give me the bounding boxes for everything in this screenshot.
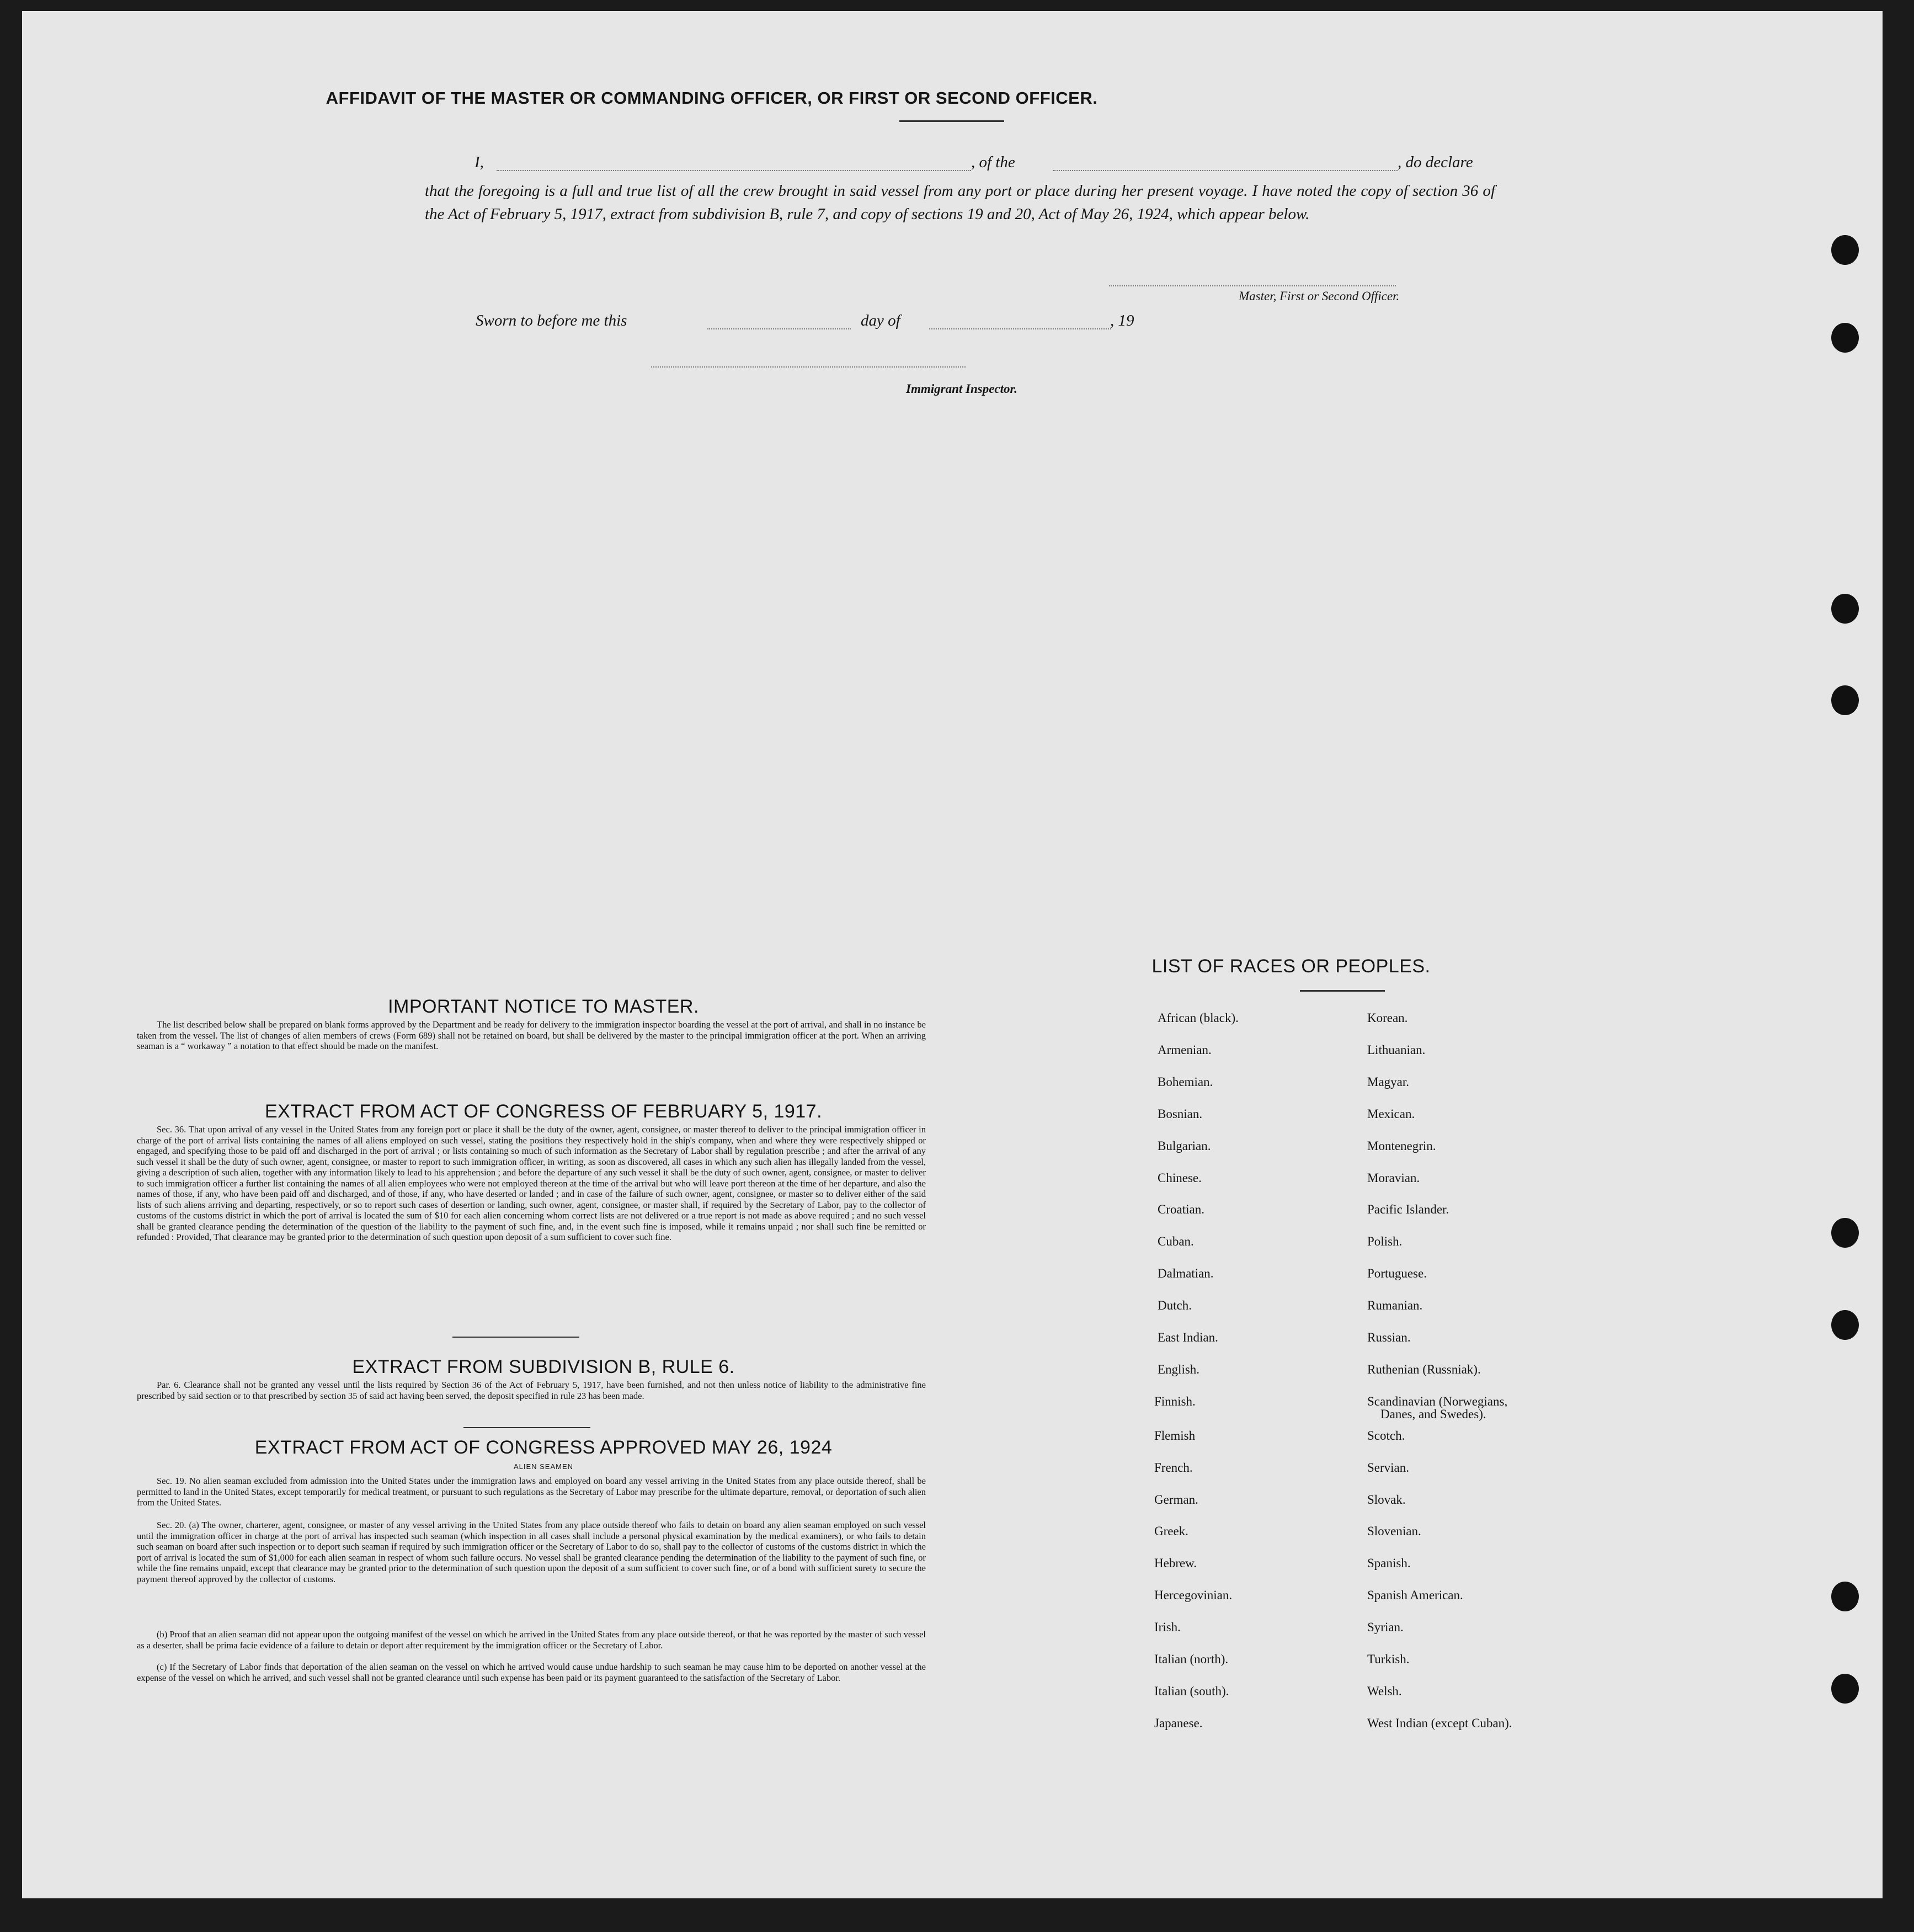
binder-hole <box>1831 235 1859 265</box>
master-signature-line[interactable] <box>1109 285 1396 286</box>
notice-body: The list described below shall be prepared on blank forms approved by the Department and be ready for delivery to the immigration inspector boarding the vessel at the port of arrival, and shall in no instance be taken from the vessel. The list of changes of alien members of crews (Form 689) shall not be retained on board, but shall be delivered by the master to the principal immigration officer at the port. When an arriving seaman is a “ workaway ” a notation to that effect should be made on the manifest. <box>137 1019 926 1051</box>
race-item: Korean. <box>1367 1011 1408 1025</box>
race-item: German. <box>1154 1492 1198 1507</box>
sworn-line <box>476 312 1138 334</box>
extract-rule6-end-rule <box>463 1427 590 1428</box>
race-item: English. <box>1158 1362 1200 1376</box>
extract-1924-sec20a: Sec. 20. (a) The owner, charterer, agent, consignee, or master of any vessel arriving in the United States from any place outside thereof who fails to detain on board any alien seaman employed on such vessel until the immigration officer in charge at the port of arrival has inspected such seaman (which inspection in all cases shall include a personal physical examination by the medical examiners), or who fails to detain such seaman on board after such inspection or to deport such seaman if required by such immigration officer or the Secretary of Labor to do so, shall pay to the collector of customs of the customs district in which the port of arrival is located the sum of $1,000 for each alien seaman in respect of whom such failure occurs. No vessel shall be granted clearance pending the determination of the liability to the payment of such fine, or while the fine remains unpaid, except that clearance may be granted prior to the determination of such question upon the deposit of a sum sufficient to cover such fine, or of a bond with sufficient surety to secure the payment thereof approved by the collector of customs. <box>137 1520 926 1584</box>
race-item: Russian. <box>1367 1330 1411 1344</box>
notice-title: IMPORTANT NOTICE TO MASTER. <box>388 996 699 1017</box>
master-signature-label: Master, First or Second Officer. <box>1239 289 1400 303</box>
race-item: Chinese. <box>1158 1170 1202 1185</box>
race-item: African (black). <box>1158 1011 1239 1025</box>
do-declare-label: , do declare <box>1398 153 1473 171</box>
race-item: French. <box>1154 1460 1193 1475</box>
race-item: Welsh. <box>1367 1684 1402 1698</box>
inspector-signature-label: Immigrant Inspector. <box>906 382 1017 396</box>
affidavit-title: AFFIDAVIT OF THE MASTER OR COMMANDING OFFICER, OR FIRST OR SECOND OFFICER. <box>326 88 1098 108</box>
race-item: Ruthenian (Russniak). <box>1367 1362 1481 1376</box>
race-item: Syrian. <box>1367 1620 1404 1635</box>
binder-hole <box>1831 1582 1859 1611</box>
vessel-name-field[interactable] <box>1053 170 1398 171</box>
extract-1924-sec20c: (c) If the Secretary of Labor finds that deportation of the alien seaman on the vessel on which he arrived would cause undue hardship to such seaman he may cause him to be deported on another vessel at the expense of the vessel on which he arrived, and such vessel shall not be granted clearance until such expense has been paid or its payment guaranteed to the satisfaction of the Secretary of Labor. <box>137 1662 926 1683</box>
race-item: Montenegrin. <box>1367 1138 1436 1153</box>
race-item: Cuban. <box>1158 1234 1194 1249</box>
extract-1924-title: EXTRACT FROM ACT OF CONGRESS APPROVED MAY 26, 1924 <box>254 1437 833 1458</box>
extract-1917-body: Sec. 36. That upon arrival of any vessel in the United States from any foreign port or place it shall be the duty of the owner, agent, consignee, or master thereof to deliver to the principal immigration officer in charge of the port of arrival lists containing the names of all aliens employed on such vessel, stating the positions they respectively hold in the ship's company, when and where they were respectively shipped or engaged, and specifying those to be paid off and discharged in the port of arrival ; or lists containing so much of such information as the Secretary of Labor shall by regulation prescribe ; and after the arrival of any such vessel it shall be the duty of such owner, agent, consignee, or master to report to such immigration officer, in writing, as soon as discovered, all cases in which any such alien has illegally landed from the vessel, giving a description of such alien, together with any information likely to lead to his apprehension ; and before the departure of any such vessel it shall be the duty of such owner, agent, consignee, or master to deliver to such immigration officer a further list containing the names of all alien employees who were not employed thereon at the time of the arrival but who will leave port thereon at the time of her departure, and also the names of those, if any, who have been paid off and discharged, and of those, if any, who have deserted or landed ; and in case of the failure of such owner, agent, consignee, or master so to deliver either of the said lists of such aliens arriving and departing, respectively, or so to report such cases of desertion or landing, such owner, agent, consignee, or master shall, if required by the Secretary of Labor, pay to the collector of customs of the customs district in which the port of arrival is located the sum of $10 for each alien concerning whom correct lists are not delivered or a true report is not made as above required ; and no such vessel shall be granted clearance pending the determination of the question of the liability to the payment of such fine, and, in the event such fine is imposed, while it remains unpaid ; nor shall such fine be remitted or refunded : Provided, That clearance may be granted prior to the determination of such question upon deposit of a sum sufficient to cover such fine. <box>137 1124 926 1242</box>
race-item: Bosnian. <box>1158 1106 1203 1121</box>
race-item: Flemish <box>1154 1428 1196 1443</box>
race-item: Servian. <box>1367 1460 1410 1475</box>
day-of-label: day of <box>861 312 900 329</box>
race-item: Spanish American. <box>1367 1588 1463 1603</box>
race-item: Italian (north). <box>1154 1652 1229 1666</box>
extract-1917-end-rule <box>452 1337 579 1338</box>
race-scandinavian-continuation: Danes, and Swedes). <box>1380 1407 1486 1421</box>
race-item: Scandinavian (Norwegians, <box>1367 1394 1508 1408</box>
race-item: Portuguese. <box>1367 1266 1427 1281</box>
declarant-name-field[interactable] <box>497 170 971 171</box>
race-item: Hercegovinian. <box>1154 1588 1233 1603</box>
race-item: Hebrew. <box>1154 1556 1197 1571</box>
race-item: Lithuanian. <box>1367 1042 1426 1057</box>
extract-1917-title: EXTRACT FROM ACT OF CONGRESS OF FEBRUARY 5, 1917. <box>264 1101 823 1122</box>
race-item: Polish. <box>1367 1234 1403 1249</box>
inspector-signature-line[interactable] <box>651 366 966 368</box>
race-item: Dalmatian. <box>1158 1266 1214 1281</box>
extract-1924-subtitle: ALIEN SEAMEN <box>513 1462 574 1471</box>
sworn-month-field[interactable] <box>929 328 1111 329</box>
race-item: Finnish. <box>1154 1394 1196 1408</box>
race-item: Scotch. <box>1367 1428 1405 1443</box>
race-item: Pacific Islander. <box>1367 1202 1449 1217</box>
binder-hole <box>1831 1674 1859 1704</box>
binder-hole <box>1831 323 1859 353</box>
race-item: Spanish. <box>1367 1556 1411 1571</box>
affidavit-body: that the foregoing is a full and true list of all the crew brought in said vessel from any port or place during her present voyage. I have noted the copy of section 36 of the Act of February 5, 1917, extract from subdivision B, rule 7, and copy of sections 19 and 20, Act of May 26, 1924, which appear below. <box>425 182 1495 223</box>
races-title: LIST OF RACES OR PEOPLES. <box>1151 956 1431 977</box>
race-item: West Indian (except Cuban). <box>1367 1716 1512 1730</box>
race-item: Bulgarian. <box>1158 1138 1211 1153</box>
extract-rule6-title: EXTRACT FROM SUBDIVISION B, RULE 6. <box>352 1356 735 1377</box>
race-item: Greek. <box>1154 1524 1188 1539</box>
declarant-prefix: I, <box>474 153 484 171</box>
race-item: Moravian. <box>1367 1170 1420 1185</box>
binder-hole <box>1831 685 1859 715</box>
race-item: Dutch. <box>1158 1298 1192 1313</box>
race-item: Armenian. <box>1158 1042 1212 1057</box>
extract-1924-sec20b: (b) Proof that an alien seaman did not appear upon the outgoing manifest of the vessel on which he arrived in the United States from any place outside thereof, or that he was reported by the master of such vessel as a deserter, shall be prima facie evidence of a failure to detain or deport after requirement by the immigration officer or the Secretary of Labor. <box>137 1629 926 1651</box>
race-item: Magyar. <box>1367 1074 1410 1089</box>
extract-rule6-body: Par. 6. Clearance shall not be granted any vessel until the lists required by Section 36 of the Act of February 5, 1917, have been furnished, and not then unless notice of liability to the administrative fine prescribed by said section or to that prescribed by section 35 of said act having been served, the deposit specified in rule 23 has been made. <box>137 1380 926 1401</box>
race-item: Rumanian. <box>1367 1298 1423 1313</box>
form-sheet <box>22 11 1883 1898</box>
binder-hole <box>1831 1218 1859 1248</box>
race-item: Japanese. <box>1154 1716 1203 1730</box>
of-the-label: , of the <box>971 153 1015 171</box>
race-item: Mexican. <box>1367 1106 1415 1121</box>
race-item: Bohemian. <box>1158 1074 1213 1089</box>
affidavit-title-rule <box>899 120 1004 122</box>
declaration-line <box>474 153 1501 175</box>
races-title-rule <box>1300 990 1385 992</box>
race-item: Croatian. <box>1158 1202 1204 1217</box>
race-item: Slovak. <box>1367 1492 1406 1507</box>
sworn-label: Sworn to before me this <box>476 312 627 329</box>
extract-1924-sec19: Sec. 19. No alien seaman excluded from admission into the United States under the immigration laws and employed on board any vessel arriving in the United States from any place outside thereof, shall be permitted to land in the United States, except temporarily for medical treatment, or pursuant to such regulations as the Secretary of Labor may prescribe for the ultimate departure, removal, or deportation of such alien from the United States. <box>137 1476 926 1508</box>
race-item: Slovenian. <box>1367 1524 1421 1539</box>
race-item: Turkish. <box>1367 1652 1410 1666</box>
race-item: Irish. <box>1154 1620 1181 1635</box>
binder-hole <box>1831 1310 1859 1340</box>
race-item: Italian (south). <box>1154 1684 1229 1698</box>
race-item: East Indian. <box>1158 1330 1218 1344</box>
binder-hole <box>1831 594 1859 624</box>
sworn-day-field[interactable] <box>707 328 851 329</box>
year-label: , 19 <box>1110 312 1134 329</box>
